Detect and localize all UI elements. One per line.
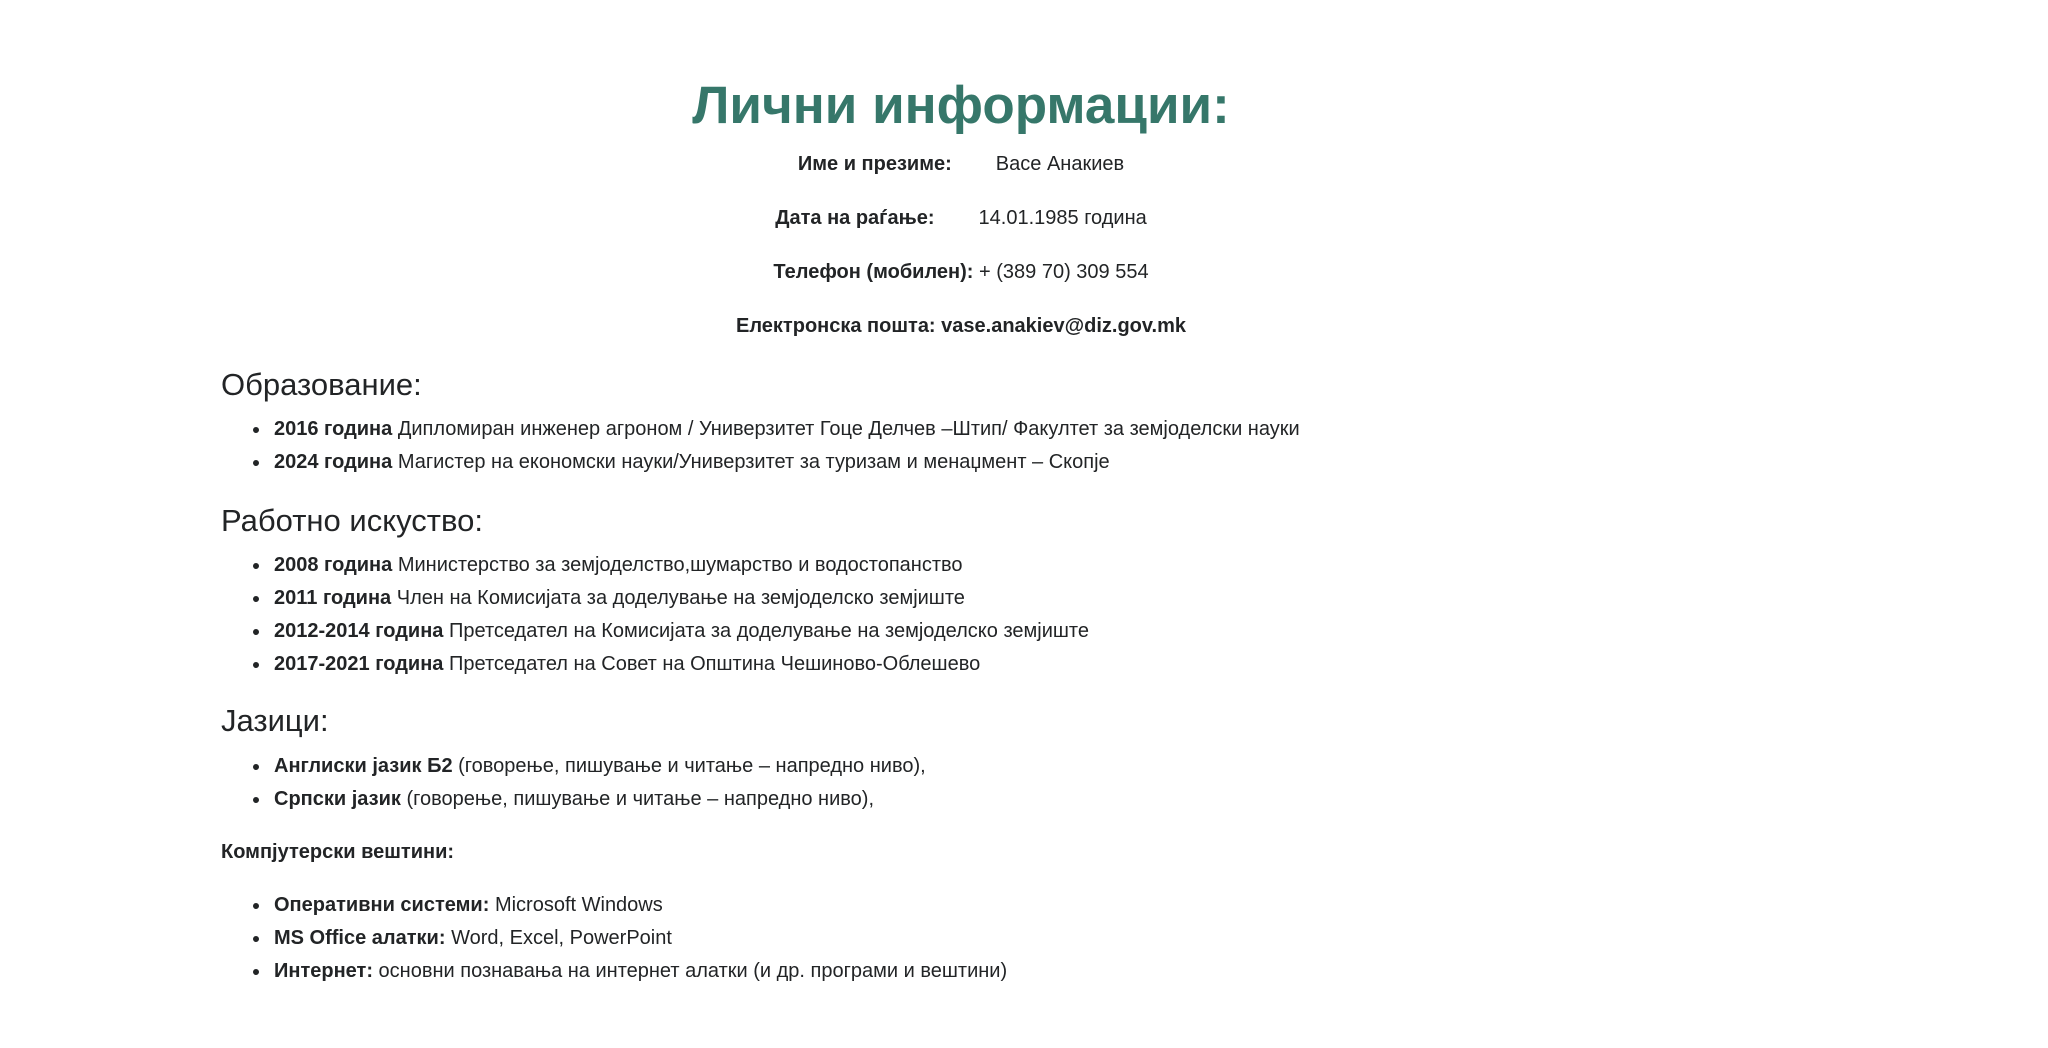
dob-value: 14.01.1985 година xyxy=(978,207,1147,229)
list-item xyxy=(221,413,1300,446)
bullet-icon xyxy=(253,797,259,803)
item-text: основни познавања на интернет алатки (и др. програми и вештини) xyxy=(378,960,1008,982)
item-text: Магистер на економски науки/Универзитет за туризам и менаџмент – Скопје xyxy=(397,451,1110,473)
list-item xyxy=(221,889,1007,922)
bullet-icon xyxy=(253,764,259,770)
phone-value: + (389 70) 309 554 xyxy=(979,261,1149,283)
email-label: Електронска пошта: xyxy=(736,315,936,337)
item-text: Претседател на Комисијата за доделување на земјоделско земјиште xyxy=(448,620,1089,642)
bullet-icon xyxy=(253,903,259,909)
bullet-icon xyxy=(253,460,259,466)
list-item xyxy=(221,750,926,783)
info-email xyxy=(0,313,1922,339)
info-phone xyxy=(0,259,1922,285)
list-item xyxy=(221,955,1007,988)
item-label: Оперативни системи: xyxy=(274,894,490,916)
list-item xyxy=(221,615,1089,648)
languages-list xyxy=(221,750,926,816)
name-label: Име и презиме: xyxy=(797,153,952,175)
item-language: Англиски јазик Б2 xyxy=(274,755,453,777)
item-text: (говорење, пишување и читање – напредно ниво), xyxy=(406,788,875,810)
item-year: 2024 година xyxy=(274,451,393,473)
item-text: Дипломиран инженер агроном / Универзитет Гоце Делчев –Штип/ Факултет за земјоделски науки xyxy=(397,418,1300,440)
item-language: Српски јазик xyxy=(274,788,401,810)
item-year: 2012-2014 година xyxy=(274,620,444,642)
list-item xyxy=(221,783,926,816)
item-text: Microsoft Windows xyxy=(494,894,663,916)
list-item xyxy=(221,922,1007,955)
bullet-icon xyxy=(253,596,259,602)
item-year: 2008 година xyxy=(274,554,393,576)
list-item xyxy=(221,446,1300,479)
dob-label: Дата на раѓање: xyxy=(775,207,935,229)
item-label: Интернет: xyxy=(274,960,373,982)
item-year: 2016 година xyxy=(274,418,393,440)
info-name xyxy=(0,151,1922,177)
bullet-icon xyxy=(253,662,259,668)
experience-list xyxy=(221,549,1089,681)
education-list xyxy=(221,413,1300,479)
education-heading: Образование: xyxy=(221,367,422,402)
item-text: Word, Excel, PowerPoint xyxy=(451,927,672,949)
email-value[interactable]: vase.anakiev@diz.gov.mk xyxy=(941,315,1186,337)
bullet-icon xyxy=(253,969,259,975)
list-item xyxy=(221,549,1089,582)
item-text: Министерство за земјоделство,шумарство и водостопанство xyxy=(397,554,963,576)
item-text: (говорење, пишување и читање – напредно ниво), xyxy=(458,755,926,777)
computer-skills-heading: Компјутерски вештини: xyxy=(221,841,455,863)
name-value: Васе Анакиев xyxy=(995,153,1125,175)
bullet-icon xyxy=(253,563,259,569)
item-text: Член на Комисијата за доделување на земјоделско земјиште xyxy=(396,587,965,609)
experience-heading: Работно искуство: xyxy=(221,503,483,538)
list-item xyxy=(221,648,1089,681)
bullet-icon xyxy=(253,936,259,942)
item-year: 2011 година xyxy=(274,587,392,609)
item-year: 2017-2021 година xyxy=(274,653,444,675)
page-title: Лични информации: xyxy=(692,76,1230,135)
phone-label: Телефон (мобилен): xyxy=(773,261,974,283)
item-text: Претседател на Совет на Општина Чешиново-Облешево xyxy=(448,653,981,675)
info-dob xyxy=(0,205,1922,231)
item-label: MS Office алатки: xyxy=(274,927,446,949)
bullet-icon xyxy=(253,427,259,433)
computer-skills-list xyxy=(221,889,1007,988)
bullet-icon xyxy=(253,629,259,635)
list-item xyxy=(221,582,1089,615)
languages-heading: Јазици: xyxy=(221,703,329,738)
